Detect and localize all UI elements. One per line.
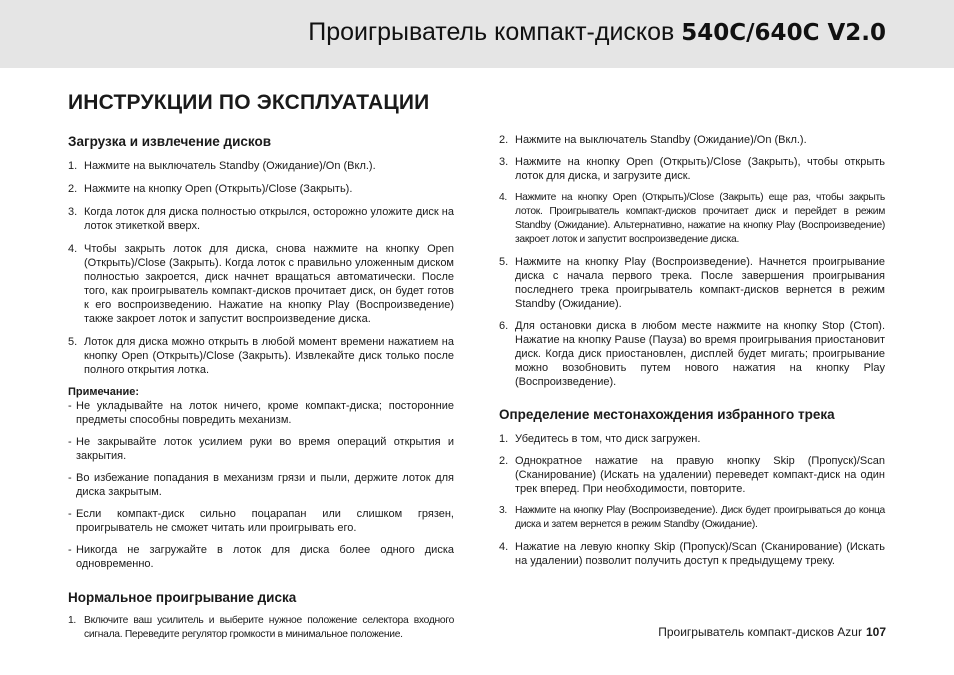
step-number: 1. (68, 160, 78, 172)
step-text: Нажмите на кнопку Open (Открыть)/Close (Закрыть) еще раз, чтобы закрыть лоток. Проигрыватель компакт-дисков прочитает диск и перейдет в режим Standby (Ожидание). Альтернативно, нажатие на кнопку Play (Воспроизведение) закроет лоток и запустит воспроизведение диска. (515, 192, 885, 245)
step-text: Включите ваш усилитель и выберите нужное положение селектора входного сигнала. Переведите регулятор громкости в минимальное положение. (84, 615, 454, 640)
play-step (499, 133, 885, 147)
step-number: 1. (68, 615, 76, 626)
play-steps-left (68, 614, 454, 642)
load-step (68, 242, 454, 326)
note-text: Если компакт-диск сильно поцарапан или слишком грязен, проигрыватель не сможет читать или проигрывать его. (76, 508, 454, 534)
step-number: 4. (499, 541, 509, 553)
step-number: 3. (499, 156, 509, 168)
note-dash: - (68, 544, 72, 556)
step-text: Однократное нажатие на правую кнопку Skip (Пропуск)/Scan (Сканирование) (Искать на удалении) переведет компакт-диск на один трек вперед. При необходимости, повторите. (515, 455, 885, 495)
step-text: Когда лоток для диска полностью открылся, осторожно уложите диск на лоток этикеткой вверх. (84, 206, 454, 232)
play-step (499, 319, 885, 389)
locate-step (499, 454, 885, 496)
header-title-text: Проигрыватель компакт-дисков (308, 18, 682, 46)
load-step (68, 159, 454, 173)
page-footer (658, 625, 886, 639)
step-text: Для остановки диска в любом месте нажмите на кнопку Stop (Стоп). Нажатие на кнопку Pause (Пауза) во время проигрывания приостановит диск. Когда диск приостановлен, дисплей будет мигать; проигрывание можно возобновить путем нового нажатия на кнопку Play (Воспроизведение). (515, 320, 885, 388)
note-dash: - (68, 472, 72, 484)
step-text: Нажмите на кнопку Open (Открыть)/Close (Закрыть), чтобы открыть лоток для диска, и загрузите диск. (515, 156, 885, 182)
note-text: Во избежание попадания в механизм грязи и пыли, держите лоток для диска закрытым. (76, 472, 454, 498)
locate-step (499, 432, 885, 446)
play-step (499, 255, 885, 311)
step-number: 6. (499, 320, 509, 332)
load-steps (68, 159, 454, 377)
step-text: Нажатие на левую кнопку Skip (Пропуск)/Scan (Сканирование) (Искать на удалении) позволит получить доступ к предыдущему треку. (515, 541, 885, 567)
right-column (499, 133, 885, 568)
step-number: 2. (68, 183, 78, 195)
step-number: 3. (499, 505, 507, 516)
notes-list (68, 399, 454, 571)
locate-step (499, 504, 885, 532)
play-step (68, 614, 454, 642)
step-number: 5. (68, 336, 78, 348)
step-text: Лоток для диска можно открыть в любой момент времени нажатием на кнопку Open (Открыть)/Close (Закрыть). Извлекайте диск только после полного открытия лотка. (84, 336, 454, 376)
note-dash: - (68, 400, 72, 412)
step-text: Чтобы закрыть лоток для диска, снова нажмите на кнопку Open (Открыть)/Close (Закрыть). Когда лоток с правильно уложенным диском полностью закроется, диск начнет вращаться автоматически. После того, как проигрыватель компакт-дисков прочитает диск, он будет готов к его воспроизведению. Нажатие на кнопку Play (Воспроизведение) также закроет лоток и запустит воспроизведение диска. (84, 243, 454, 325)
step-text: Убедитесь в том, что диск загружен. (515, 433, 701, 445)
play-heading: Нормальное проигрывание диска (68, 590, 297, 605)
step-number: 1. (499, 433, 509, 445)
step-text: Нажмите на кнопку Open (Открыть)/Close (Закрыть). (84, 183, 353, 195)
note-item (68, 471, 454, 499)
note-item (68, 435, 454, 463)
load-step (68, 205, 454, 233)
note-text: Не закрывайте лоток усилием руки во время операций открытия и закрытия. (76, 436, 454, 462)
step-number: 2. (499, 455, 509, 467)
step-number: 3. (68, 206, 78, 218)
note-text: Никогда не загружайте в лоток для диска более одного диска одновременно. (76, 544, 454, 570)
note-item (68, 507, 454, 535)
note-dash: - (68, 436, 72, 448)
note-text: Не укладывайте на лоток ничего, кроме компакт-диска; посторонние предметы способны повредить механизм. (76, 400, 454, 426)
header-title (308, 18, 886, 47)
step-number: 2. (499, 134, 509, 146)
note-dash: - (68, 508, 72, 520)
load-step (68, 335, 454, 377)
header-model: 540C/640C V2.0 (681, 20, 886, 46)
load-heading: Загрузка и извлечение дисков (68, 134, 272, 149)
left-column (68, 133, 454, 642)
play-step (499, 191, 885, 247)
footer-text: Проигрыватель компакт-дисков Azur (658, 625, 862, 639)
step-number: 4. (68, 243, 78, 255)
locate-steps (499, 432, 885, 568)
load-step (68, 182, 454, 196)
play-step (499, 155, 885, 183)
locate-step (499, 540, 885, 568)
step-text: Нажмите на выключатель Standby (Ожидание)/On (Вкл.). (84, 160, 376, 172)
note-item (68, 399, 454, 427)
note-title: Примечание: (68, 386, 140, 398)
page-title: ИНСТРУКЦИИ ПО ЭКСПЛУАТАЦИИ (68, 91, 430, 114)
step-text: Нажмите на выключатель Standby (Ожидание)/On (Вкл.). (515, 134, 807, 146)
step-text: Нажмите на кнопку Play (Воспроизведение). Диск будет проигрываться до конца диска и затем вернется в режим Standby (Ожидание). (515, 505, 885, 530)
note-item (68, 543, 454, 571)
step-text: Нажмите на кнопку Play (Воспроизведение). Начнется проигрывание диска с начала первого трека. После завершения проигрывания последнего трека проигрыватель компакт-дисков вернется в режим Standby (Ожидание). (515, 256, 885, 310)
play-steps-right (499, 133, 885, 389)
page-number: 107 (865, 625, 886, 639)
step-number: 4. (499, 192, 507, 203)
step-number: 5. (499, 256, 509, 268)
locate-heading: Определение местонахождения избранного трека (499, 407, 835, 422)
